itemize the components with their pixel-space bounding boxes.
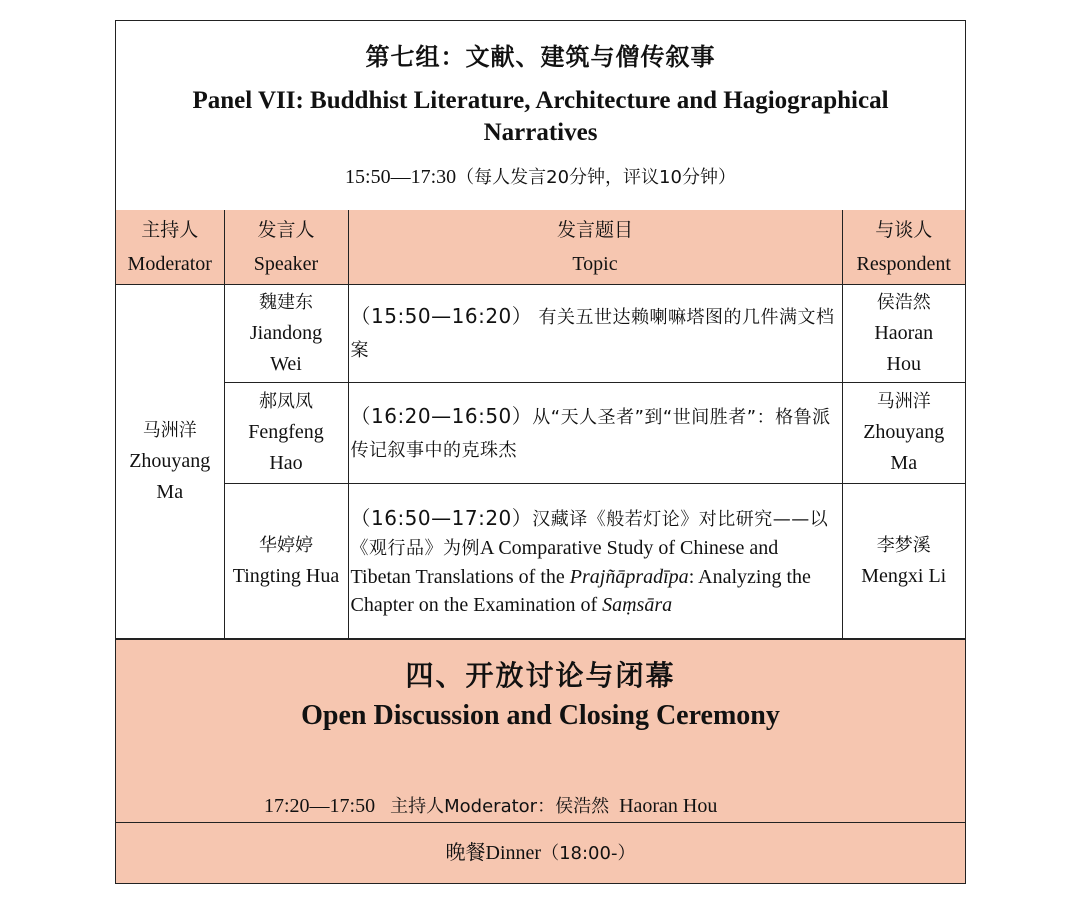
- table-header-row: [116, 210, 965, 285]
- panel-header: [116, 21, 965, 211]
- closing-moderator-name-en: Haoran Hou: [619, 795, 718, 817]
- header-speaker-cn: 发言人: [257, 219, 315, 241]
- table-row: [116, 285, 965, 383]
- closing-title-cn: 四、开放讨论与闭幕: [405, 659, 676, 692]
- panel-title-en: Panel VII: Buddhist Literature, Architecture and Hagiographical Narratives: [192, 87, 889, 146]
- speaker-name-cn: 魏建东: [259, 291, 313, 313]
- header-moderator-en: Moderator: [127, 253, 212, 275]
- respondent-name-cn: 马洲洋: [876, 391, 931, 412]
- table-row: [116, 383, 965, 484]
- panel-title-cn: 第七组：文献、建筑与僧传叙事: [365, 43, 716, 71]
- moderator-cell: [116, 285, 224, 639]
- closing-time: [264, 792, 717, 818]
- topic-title-en-part: : Analyzing the Chapter on the Examination of: [350, 565, 811, 616]
- header-topic-en: Topic: [572, 253, 618, 275]
- respondent-name-en: Hou: [886, 352, 921, 375]
- topic-title-cn: 有关五世达赖喇嘛塔图的几件满文档案: [350, 307, 835, 361]
- closing-moderator-name-cn: 侯浩然: [555, 796, 610, 817]
- speaker-name-cn: 华婷婷: [259, 534, 313, 556]
- closing-section: [116, 639, 965, 823]
- table-row: [116, 484, 965, 639]
- respondent-name-en: Ma: [890, 452, 918, 474]
- topic-cell: [348, 285, 842, 383]
- topic-time: （16:20—16:50）: [350, 403, 533, 428]
- topic-title-cn: 汉藏译《般若灯论》对比研究——以《观行品》为例: [350, 508, 829, 559]
- speaker-name-en: Jiandong: [249, 321, 323, 344]
- speaker-name-en: Fengfeng: [248, 421, 324, 443]
- header-speaker-en: Speaker: [253, 253, 319, 275]
- header-moderator-cn: 主持人: [141, 219, 199, 241]
- respondent-name-en: Haoran: [874, 321, 934, 344]
- header-moderator: [116, 210, 224, 285]
- topic-cell: [348, 383, 842, 484]
- topic-title-en-part: A Comparative Study of Chinese and Tibetan Translations of the: [350, 536, 779, 588]
- speaker-name-cn: 郝凤凤: [259, 391, 313, 412]
- respondent-name-cn: 李梦溪: [876, 534, 931, 556]
- speaker-name-en: Hao: [269, 452, 303, 474]
- respondent-cell: [842, 484, 965, 639]
- topic-title-en-italic: Prajñāpradīpa: [569, 565, 689, 588]
- dinner-label: 晚餐Dinner: [445, 842, 542, 864]
- respondent-name-cn: 侯浩然: [876, 291, 931, 313]
- topic-title-en-italic: Saṃsāra: [602, 593, 673, 616]
- closing-title-en: Open Discussion and Closing Ceremony: [301, 700, 780, 731]
- speaker-cell: [224, 285, 348, 383]
- panel-time-range: 15:50—17:30: [345, 166, 457, 188]
- panel-time-note: （每人发言20分钟，评议10分钟）: [456, 167, 736, 188]
- header-respondent-cn: 与谈人: [875, 219, 933, 241]
- dinner-time: （18:00-）: [541, 843, 636, 864]
- header-topic: [348, 210, 842, 285]
- moderator-name-cn: 马洲洋: [142, 419, 197, 441]
- closing-time-range: 17:20—17:50: [264, 795, 376, 817]
- speaker-cell: [224, 484, 348, 639]
- program-page: [115, 20, 966, 884]
- schedule-table: [116, 210, 965, 639]
- respondent-name-en: Mengxi Li: [861, 564, 947, 587]
- header-respondent-en: Respondent: [856, 253, 951, 275]
- speaker-cell: [224, 383, 348, 484]
- respondent-cell: [842, 285, 965, 383]
- topic-cell: [348, 484, 842, 639]
- closing-moderator-label: 主持人Moderator：: [390, 796, 556, 817]
- topic-time: （15:50—16:20）: [350, 304, 533, 328]
- header-topic-cn: 发言题目: [556, 219, 633, 241]
- speaker-name-en: Tingting Hua: [232, 564, 340, 587]
- topic-time: （16:50—17:20）: [350, 505, 533, 530]
- header-speaker: [224, 210, 348, 285]
- header-respondent: [842, 210, 965, 285]
- respondent-cell: [842, 383, 965, 484]
- dinner-row: [116, 823, 965, 883]
- respondent-name-en: Zhouyang: [863, 421, 945, 443]
- speaker-name-en: Wei: [270, 352, 302, 375]
- topic-title-cn: 从“天人圣者”到“世间胜者”：格鲁派传记叙事中的克珠杰: [350, 406, 831, 461]
- moderator-name-en: Zhouyang Ma: [129, 449, 211, 503]
- panel-time: [116, 163, 965, 189]
